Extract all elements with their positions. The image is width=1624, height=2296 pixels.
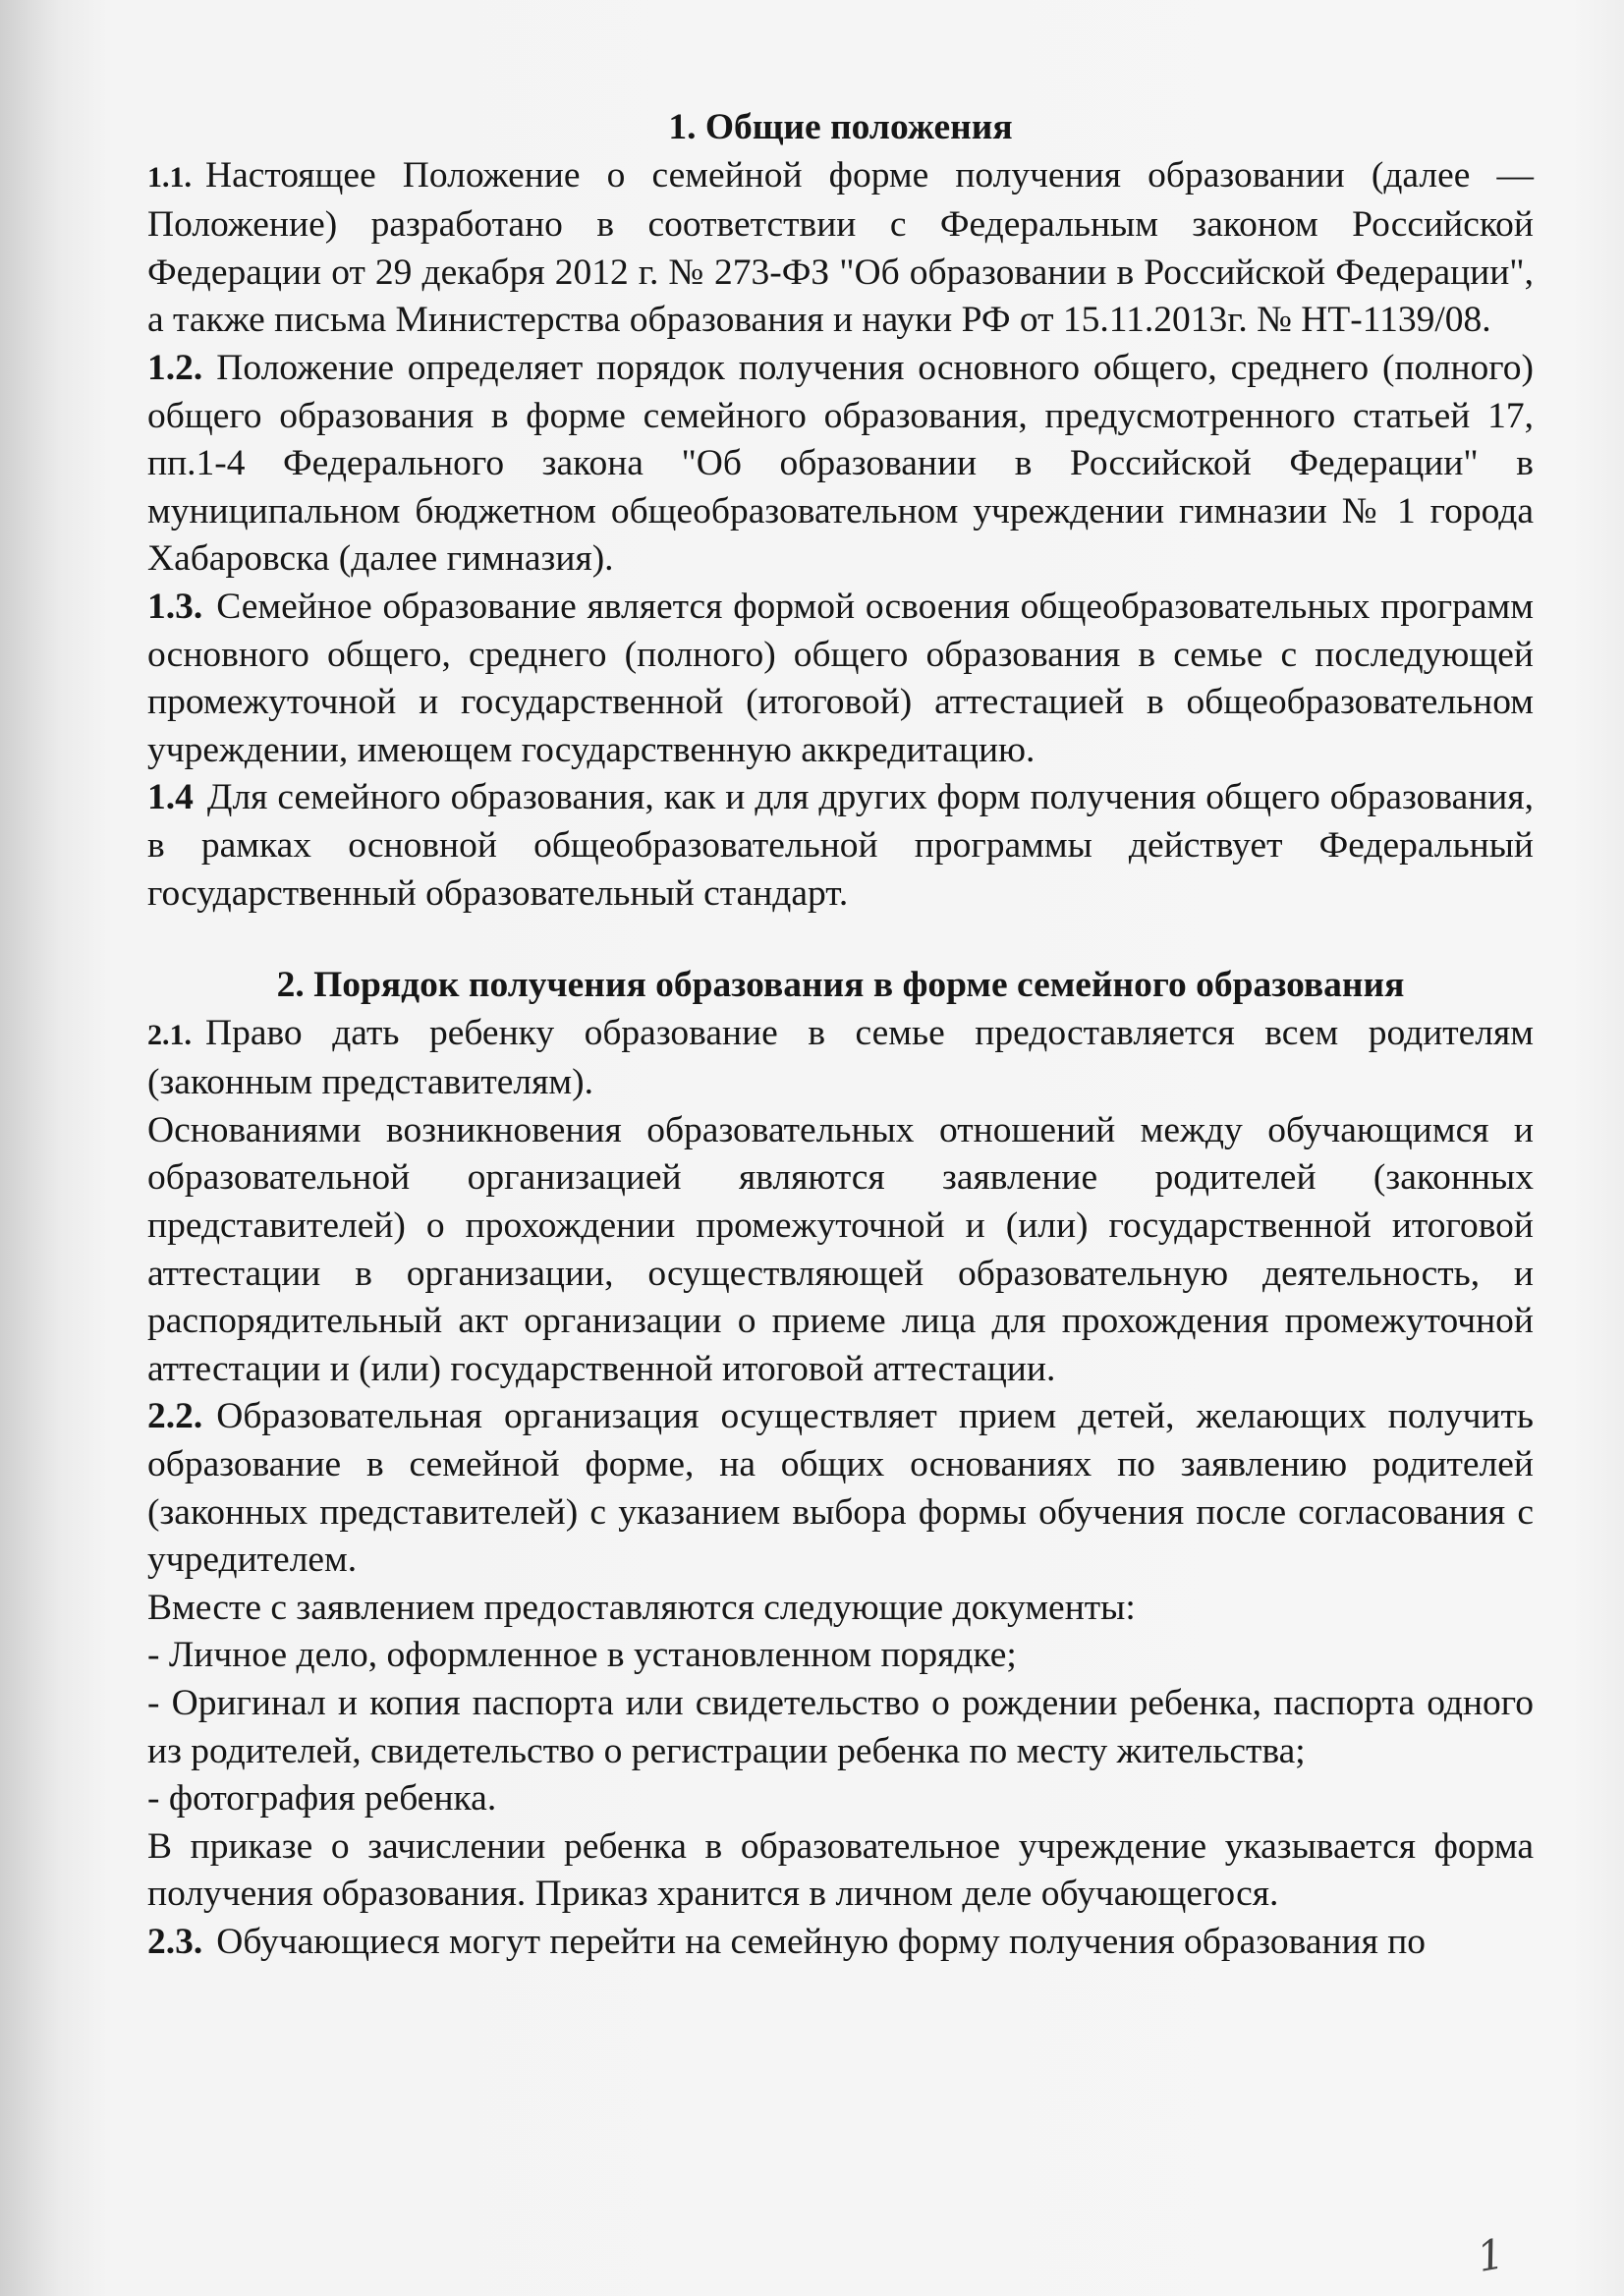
- section-1-heading: 1. Общие положения: [668, 107, 1013, 147]
- documents-intro: Вместе с заявлением предоставляются следующие документы:: [147, 1587, 1136, 1628]
- paragraph-1-4: [147, 774, 1534, 918]
- item-number: 1.3.: [147, 586, 203, 627]
- paragraph-2-3: [147, 1919, 1534, 1967]
- item-number: 2.3.: [147, 1921, 203, 1962]
- paragraph-2-1: [147, 1010, 1534, 1107]
- paragraph-order: В приказе о зачислении ребенка в образовательное учреждение указывается форма получения образования. Приказ хранится в личном деле обучающегося.: [147, 1825, 1534, 1915]
- item-number: 1.2.: [147, 347, 203, 388]
- item-number: 2.1.: [147, 1018, 192, 1051]
- documents-list-item: - фотография ребенка.: [147, 1778, 497, 1820]
- page-number: 1: [1474, 2229, 1508, 2281]
- paragraph-text: Настоящее Положение о семейной форме получения образовании (далее — Положение) разработано в соответствии с Федеральным законом Российской Федерации от 29 декабря 2012 г. № 273-ФЗ "Об образовании в Российской Федерации", а также письма Министерства образования и науки РФ от 15.11.2013г. № НТ-1139/08.: [147, 154, 1534, 341]
- item-number: 1.4: [147, 777, 194, 818]
- paragraph-text: Право дать ребенку образование в семье предоставляется всем родителям (законным представителям).: [147, 1012, 1534, 1103]
- paragraph-basis: Основаниями возникновения образовательных отношений между обучающимся и образовательной организацией являются заявление родителей (законных представителей) о прохождении промежуточной и (или) государственной итоговой аттестации в организации, осуществляющей образовательную деятельность, и распорядительный акт организации о приеме лица для прохождения промежуточной аттестации и (или) государственной итоговой аттестации.: [147, 1109, 1534, 1389]
- paragraph-text: Семейное образование является формой освоения общеобразовательных программ основного общего, среднего (полного) общего образования в семье с последующей промежуточной и государственной (итоговой) аттестацией в общеобразовательном учреждении, имеющем государственную аккредитацию.: [147, 586, 1534, 770]
- paragraph-1-2: [147, 345, 1534, 584]
- item-number: 1.1.: [147, 160, 192, 194]
- paragraph-text: Образовательная организация осуществляет прием детей, желающих получить образование в семейной форме, на общих основаниях по заявлению родителей (законных представителей) с указанием выбора формы обучения после согласования с учредителем.: [147, 1396, 1534, 1581]
- paragraph-text: Обучающиеся могут перейти на семейную форму получения образования по: [216, 1921, 1427, 1962]
- section-2-heading: 2. Порядок получения образования в форме семейного образования: [276, 965, 1405, 1006]
- item-number: 2.2.: [147, 1396, 203, 1437]
- documents-list-item: - Личное дело, оформленное в установленном порядке;: [147, 1635, 1017, 1676]
- paragraph-text: Положение определяет порядок получения основного общего, среднего (полного) общего образования в форме семейного образования, предусмотренного статьей 17, пп.1-4 Федерального закона "Об образовании в Российской Федерации" в муниципальном бюджетном общеобразовательном учреждении гимназии № 1 города Хабаровска (далее гимназия).: [147, 347, 1534, 580]
- paragraph-text: Для семейного образования, как и для других форм получения общего образования, в рамках основной общеобразовательной программы действует Федеральный государственный образовательный стандарт.: [147, 777, 1534, 914]
- paragraph-1-1: [147, 152, 1534, 345]
- paragraph-2-2: [147, 1393, 1534, 1584]
- paragraph-1-3: [147, 584, 1534, 774]
- documents-list-item: - Оригинал и копия паспорта или свидетельство о рождении ребенка, паспорта одного из родителей, свидетельство о регистрации ребенка по месту жительства;: [147, 1683, 1534, 1771]
